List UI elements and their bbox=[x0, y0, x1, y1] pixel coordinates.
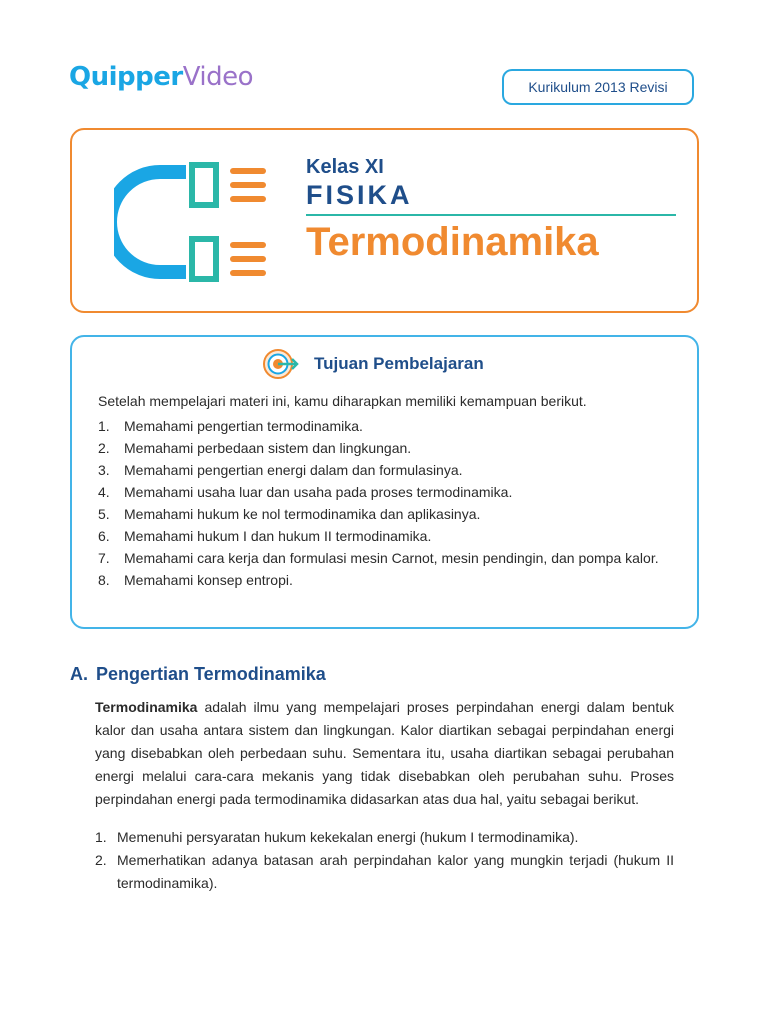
topic-title: Termodinamika bbox=[306, 220, 599, 264]
subject-title: FISIKA bbox=[306, 180, 413, 210]
list-item bbox=[95, 826, 674, 849]
section-list bbox=[95, 826, 674, 895]
section-title: Pengertian Termodinamika bbox=[96, 664, 326, 684]
magnet-icon bbox=[114, 162, 274, 282]
logo-part-video: Video bbox=[182, 62, 254, 92]
item-text: Memahami hukum ke nol termodinamika dan aplikasinya. bbox=[124, 506, 481, 522]
item-number: 3. bbox=[98, 462, 110, 478]
logo-part-quipper: Quipper bbox=[69, 62, 183, 92]
item-number: 6. bbox=[98, 528, 110, 544]
item-number: 5. bbox=[98, 506, 110, 522]
list-item bbox=[98, 481, 676, 503]
item-number: 1. bbox=[98, 418, 110, 434]
title-divider bbox=[306, 214, 676, 216]
objectives-list bbox=[98, 415, 676, 591]
item-text: Memahami konsep entropi. bbox=[124, 572, 293, 588]
item-text: Memahami hukum I dan hukum II termodinamika. bbox=[124, 528, 432, 544]
list-item bbox=[98, 503, 676, 525]
list-item bbox=[98, 525, 676, 547]
item-number: 2. bbox=[98, 440, 110, 456]
defined-term: Termodinamika bbox=[95, 699, 198, 715]
item-text: Memerhatikan adanya batasan arah perpindahan kalor yang mungkin terjadi (hukum II termodinamika). bbox=[117, 852, 674, 891]
list-item bbox=[98, 437, 676, 459]
section-letter: A. bbox=[70, 664, 88, 684]
list-item bbox=[98, 569, 676, 591]
target-icon bbox=[262, 348, 302, 380]
item-text: Memahami pengertian termodinamika. bbox=[124, 418, 363, 434]
objectives-header bbox=[262, 348, 484, 380]
list-item bbox=[98, 459, 676, 481]
item-text: Memahami usaha luar dan usaha pada proses termodinamika. bbox=[124, 484, 513, 500]
objectives-intro: Setelah mempelajari materi ini, kamu diharapkan memiliki kemampuan berikut. bbox=[98, 393, 587, 409]
section-heading bbox=[70, 664, 326, 685]
item-text: Memahami pengertian energi dalam dan formulasinya. bbox=[124, 462, 463, 478]
item-number: 4. bbox=[98, 484, 110, 500]
item-number: 8. bbox=[98, 572, 110, 588]
list-item bbox=[98, 547, 676, 569]
section-paragraph bbox=[95, 696, 674, 811]
item-number: 2. bbox=[95, 852, 107, 868]
item-text: Memahami perbedaan sistem dan lingkungan. bbox=[124, 440, 412, 456]
class-label: Kelas XI bbox=[306, 156, 384, 178]
list-item bbox=[98, 415, 676, 437]
paragraph-text: adalah ilmu yang mempelajari proses perpindahan energi dalam bentuk kalor dan usaha antara sistem dan lingkungan. Kalor diartikan sebagai perpindahan energi yang disebabkan oleh perbedaan suhu. Sementara itu, usaha diartikan sebagai perubahan energi melalui cara-cara mekanis yang tidak disebabkan oleh perubahan suhu. Proses perpindahan energi pada termodinamika didasarkan atas dua hal, yaitu sebagai berikut. bbox=[95, 699, 674, 807]
title-card bbox=[70, 128, 699, 313]
curriculum-badge: Kurikulum 2013 Revisi bbox=[502, 69, 694, 105]
item-number: 1. bbox=[95, 829, 107, 845]
item-text: Memenuhi persyaratan hukum kekekalan energi (hukum I termodinamika). bbox=[117, 829, 579, 845]
item-text: Memahami cara kerja dan formulasi mesin Carnot, mesin pendingin, dan pompa kalor. bbox=[124, 550, 659, 566]
list-item bbox=[95, 849, 674, 895]
objectives-title: Tujuan Pembelajaran bbox=[314, 354, 484, 373]
quipper-video-logo bbox=[69, 60, 253, 94]
learning-objectives-card bbox=[70, 335, 699, 629]
item-number: 7. bbox=[98, 550, 110, 566]
